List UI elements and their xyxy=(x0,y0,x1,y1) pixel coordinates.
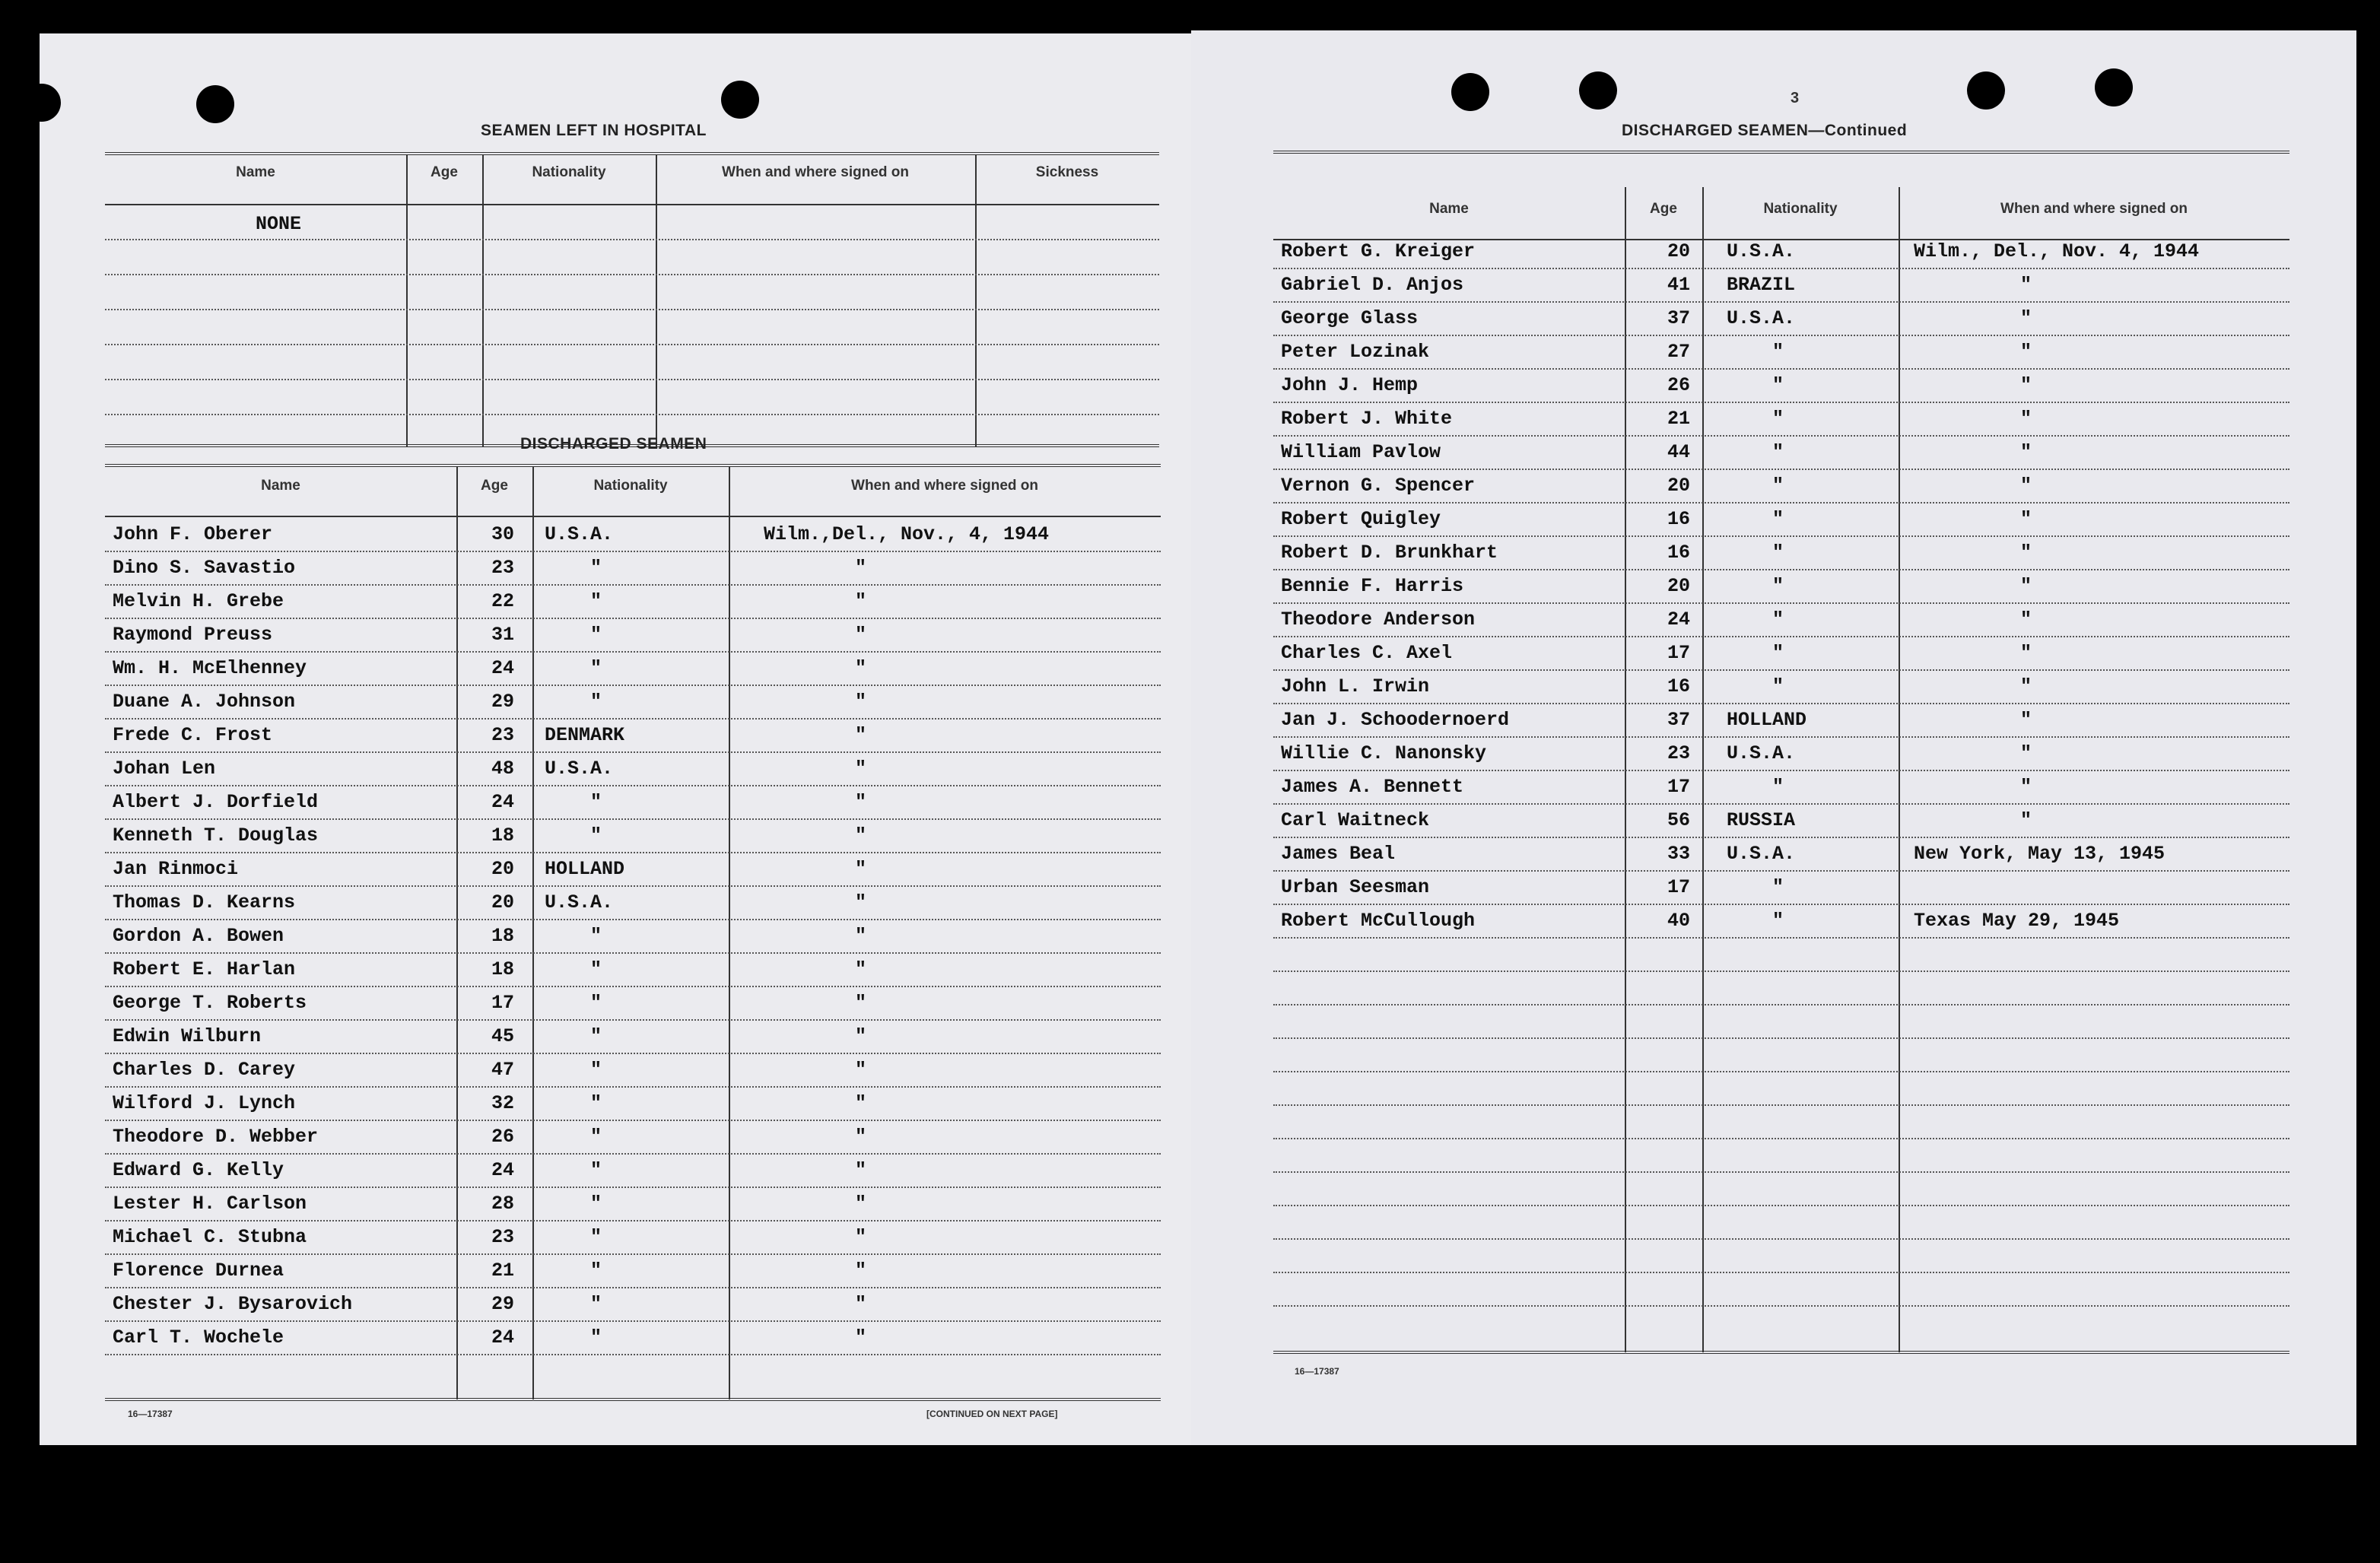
column-header-signed: When and where signed on xyxy=(2000,201,2188,217)
cell-name: Wm. H. McElhenney xyxy=(113,657,307,679)
cell-age: 17 xyxy=(1667,876,1691,898)
cell-name: Charles D. Carey xyxy=(113,1059,296,1081)
cell-name: Jan Rinmoci xyxy=(113,858,239,880)
row-rule xyxy=(105,651,1161,653)
row-rule xyxy=(105,1153,1161,1155)
cell-signed: " xyxy=(855,1025,867,1047)
row-rule xyxy=(105,618,1161,619)
column-header-nationality: Nationality xyxy=(532,164,606,180)
cell-age: 45 xyxy=(491,1025,515,1047)
punch-hole xyxy=(1967,71,2005,110)
cell-nationality: " xyxy=(590,1159,602,1181)
cell-name: Carl Waitneck xyxy=(1281,809,1430,831)
cell-nationality: " xyxy=(590,1059,602,1081)
row-rule xyxy=(105,1287,1161,1288)
row-rule xyxy=(105,818,1161,820)
cell-age: 21 xyxy=(491,1260,515,1282)
row-rule xyxy=(105,785,1161,786)
row-rule xyxy=(1273,703,2289,704)
cell-age: 16 xyxy=(1667,675,1691,697)
cell-age: 23 xyxy=(491,1226,515,1248)
row-rule xyxy=(105,1086,1161,1088)
row-rule xyxy=(1273,602,2289,604)
column-header-name: Name xyxy=(236,164,275,180)
row-rule xyxy=(105,239,1159,240)
column-rule xyxy=(532,467,534,1399)
cell-nationality: " xyxy=(1772,910,1784,932)
row-rule xyxy=(1273,268,2289,269)
cell-name: Robert Quigley xyxy=(1281,508,1441,530)
cell-signed: " xyxy=(855,858,867,880)
cell-signed: " xyxy=(2020,508,2032,530)
column-header-age: Age xyxy=(481,478,508,494)
cell-name: Willie C. Nanonsky xyxy=(1281,742,1487,764)
cell-age: 20 xyxy=(1667,575,1691,597)
cell-signed: " xyxy=(855,1159,867,1181)
cell-signed: " xyxy=(2020,441,2032,463)
cell-age: 41 xyxy=(1667,274,1691,296)
cell-nationality: RUSSIA xyxy=(1727,809,1796,831)
row-rule xyxy=(105,685,1161,686)
row-rule xyxy=(105,986,1161,987)
cell-nationality: " xyxy=(1772,776,1784,798)
cell-nationality: " xyxy=(590,1025,602,1047)
row-rule xyxy=(1273,971,2289,972)
row-rule xyxy=(1273,1272,2289,1273)
cell-nationality: " xyxy=(590,1226,602,1248)
cell-signed: " xyxy=(2020,608,2032,631)
cell-nationality: " xyxy=(590,1326,602,1349)
cell-name: John J. Hemp xyxy=(1281,374,1419,396)
cell-signed: " xyxy=(2020,809,2032,831)
cell-age: 24 xyxy=(491,1326,515,1349)
cell-name: Robert J. White xyxy=(1281,408,1453,430)
cell-age: 18 xyxy=(491,824,515,847)
row-rule xyxy=(105,1053,1161,1054)
cell-signed: " xyxy=(855,992,867,1014)
cell-name: Albert J. Dorfield xyxy=(113,791,319,813)
punch-hole xyxy=(1451,73,1489,111)
cell-signed: " xyxy=(855,590,867,612)
cell-nationality: " xyxy=(590,791,602,813)
cell-nationality: " xyxy=(1772,675,1784,697)
cell-name: Frede C. Frost xyxy=(113,724,273,746)
header-rule xyxy=(105,516,1161,517)
cell-name: Edward G. Kelly xyxy=(113,1159,284,1181)
header-rule xyxy=(105,204,1159,205)
cell-nationality: " xyxy=(590,557,602,579)
row-rule xyxy=(105,1320,1161,1322)
cell-nationality: " xyxy=(590,824,602,847)
cell-name: Robert McCullough xyxy=(1281,910,1476,932)
column-rule xyxy=(456,467,458,1399)
cell-age: 20 xyxy=(1667,475,1691,497)
cell-age: 26 xyxy=(1667,374,1691,396)
cell-age: 17 xyxy=(491,992,515,1014)
row-rule xyxy=(105,551,1161,552)
cell-signed: " xyxy=(855,1226,867,1248)
row-rule xyxy=(105,379,1159,380)
row-rule xyxy=(105,919,1161,920)
discharged-heading: DISCHARGED SEAMEN xyxy=(520,435,707,453)
cell-nationality: " xyxy=(1772,575,1784,597)
column-header-name: Name xyxy=(1429,201,1469,217)
cell-name: Melvin H. Grebe xyxy=(113,590,284,612)
column-header-age: Age xyxy=(431,164,458,180)
cell-signed: " xyxy=(2020,542,2032,564)
hospital-entry: NONE xyxy=(256,213,302,235)
row-rule xyxy=(1273,870,2289,872)
discharged-continued-heading: DISCHARGED SEAMEN—Continued xyxy=(1622,122,1908,139)
cell-signed: " xyxy=(855,1126,867,1148)
row-rule xyxy=(1273,569,2289,570)
cell-age: 37 xyxy=(1667,307,1691,329)
cell-age: 44 xyxy=(1667,441,1691,463)
row-rule xyxy=(1273,669,2289,671)
cell-name: Theodore D. Webber xyxy=(113,1126,319,1148)
cell-nationality: " xyxy=(590,1293,602,1315)
row-rule xyxy=(105,1120,1161,1121)
row-rule xyxy=(1273,535,2289,537)
row-rule xyxy=(105,952,1161,954)
row-rule xyxy=(1273,1138,2289,1139)
cell-age: 48 xyxy=(491,758,515,780)
punch-hole xyxy=(2095,68,2133,106)
cell-signed: New York, May 13, 1945 xyxy=(1914,843,2166,865)
cell-name: Florence Durnea xyxy=(113,1260,284,1282)
row-rule xyxy=(105,885,1161,887)
cell-age: 23 xyxy=(491,557,515,579)
form-number: 16—17387 xyxy=(1295,1366,1339,1377)
cell-name: James A. Bennett xyxy=(1281,776,1464,798)
cell-name: Robert D. Brunkhart xyxy=(1281,542,1498,564)
cell-age: 22 xyxy=(491,590,515,612)
cell-age: 26 xyxy=(491,1126,515,1148)
cell-age: 24 xyxy=(491,1159,515,1181)
cell-age: 16 xyxy=(1667,508,1691,530)
column-header-nationality: Nationality xyxy=(1763,201,1838,217)
cell-signed: " xyxy=(2020,374,2032,396)
cell-signed: " xyxy=(855,657,867,679)
table-bottom-rule xyxy=(105,1398,1161,1401)
row-rule xyxy=(1273,1171,2289,1173)
punch-hole xyxy=(40,84,61,122)
cell-signed: " xyxy=(2020,709,2032,731)
cell-age: 20 xyxy=(491,858,515,880)
cell-signed: " xyxy=(2020,575,2032,597)
cell-name: Carl T. Wochele xyxy=(113,1326,284,1349)
cell-name: George T. Roberts xyxy=(113,992,307,1014)
cell-signed: " xyxy=(855,624,867,646)
row-rule xyxy=(1273,736,2289,738)
column-rule xyxy=(729,467,730,1399)
cell-name: Edwin Wilburn xyxy=(113,1025,262,1047)
cell-nationality: " xyxy=(1772,608,1784,631)
cell-age: 29 xyxy=(491,691,515,713)
cell-signed: " xyxy=(855,1326,867,1349)
cell-nationality: " xyxy=(1772,508,1784,530)
cell-signed: " xyxy=(855,824,867,847)
cell-signed: " xyxy=(855,557,867,579)
row-rule xyxy=(105,751,1161,753)
cell-name: William Pavlow xyxy=(1281,441,1441,463)
cell-signed: " xyxy=(2020,776,2032,798)
cell-age: 18 xyxy=(491,958,515,980)
row-rule xyxy=(1273,1305,2289,1307)
cell-name: Duane A. Johnson xyxy=(113,691,296,713)
cell-age: 24 xyxy=(1667,608,1691,631)
cell-name: Lester H. Carlson xyxy=(113,1193,307,1215)
cell-nationality: " xyxy=(1772,441,1784,463)
row-rule xyxy=(1273,368,2289,370)
row-rule xyxy=(1273,770,2289,771)
column-rule xyxy=(656,155,657,447)
cell-name: John F. Oberer xyxy=(113,523,273,545)
cell-signed: " xyxy=(855,691,867,713)
cell-age: 31 xyxy=(491,624,515,646)
row-rule xyxy=(105,1220,1161,1221)
discharged-table-right xyxy=(1273,151,2289,1355)
cell-age: 27 xyxy=(1667,341,1691,363)
cell-age: 17 xyxy=(1667,776,1691,798)
cell-signed: " xyxy=(2020,274,2032,296)
cell-nationality: U.S.A. xyxy=(545,523,614,545)
cell-nationality: " xyxy=(1772,642,1784,664)
cell-nationality: U.S.A. xyxy=(1727,843,1796,865)
cell-nationality: " xyxy=(590,925,602,947)
cell-name: John L. Irwin xyxy=(1281,675,1430,697)
cell-name: Robert G. Kreiger xyxy=(1281,240,1476,262)
continued-note: [CONTINUED ON NEXT PAGE] xyxy=(926,1409,1058,1419)
cell-name: Robert E. Harlan xyxy=(113,958,296,980)
cell-signed: Wilm., Del., Nov. 4, 1944 xyxy=(1914,240,2200,262)
row-rule xyxy=(1273,904,2289,905)
cell-nationality: " xyxy=(590,958,602,980)
row-rule xyxy=(1273,435,2289,437)
cell-age: 30 xyxy=(491,523,515,545)
cell-age: 24 xyxy=(491,657,515,679)
row-rule xyxy=(1273,937,2289,939)
cell-name: Dino S. Savastio xyxy=(113,557,296,579)
cell-nationality: " xyxy=(590,1092,602,1114)
right-page xyxy=(1191,30,2356,1445)
cell-nationality: " xyxy=(590,992,602,1014)
cell-age: 32 xyxy=(491,1092,515,1114)
cell-age: 23 xyxy=(491,724,515,746)
discharged-table-left xyxy=(105,464,1161,1399)
row-rule xyxy=(1273,402,2289,403)
cell-signed: " xyxy=(855,1059,867,1081)
cell-signed: " xyxy=(2020,675,2032,697)
cell-nationality: " xyxy=(590,1193,602,1215)
cell-signed: " xyxy=(2020,307,2032,329)
cell-age: 40 xyxy=(1667,910,1691,932)
cell-nationality: " xyxy=(590,691,602,713)
cell-signed: " xyxy=(855,1092,867,1114)
row-rule xyxy=(1273,1238,2289,1240)
cell-nationality: HOLLAND xyxy=(545,858,625,880)
cell-name: Wilford J. Lynch xyxy=(113,1092,296,1114)
cell-nationality: U.S.A. xyxy=(1727,240,1796,262)
column-header-signed: When and where signed on xyxy=(722,164,909,180)
cell-name: Gabriel D. Anjos xyxy=(1281,274,1464,296)
row-rule xyxy=(1273,1071,2289,1072)
column-header-age: Age xyxy=(1650,201,1677,217)
cell-signed: " xyxy=(2020,341,2032,363)
cell-signed: " xyxy=(2020,642,2032,664)
row-rule xyxy=(105,274,1159,275)
cell-name: Vernon G. Spencer xyxy=(1281,475,1476,497)
row-rule xyxy=(1273,837,2289,838)
cell-name: Urban Seesman xyxy=(1281,876,1430,898)
row-rule xyxy=(1273,1004,2289,1005)
cell-nationality: " xyxy=(1772,542,1784,564)
punch-hole xyxy=(721,81,759,119)
cell-nationality: BRAZIL xyxy=(1727,274,1796,296)
cell-nationality: " xyxy=(590,624,602,646)
cell-nationality: " xyxy=(1772,876,1784,898)
cell-nationality: " xyxy=(1772,374,1784,396)
column-header-signed: When and where signed on xyxy=(851,478,1038,494)
cell-name: Theodore Anderson xyxy=(1281,608,1476,631)
cell-age: 47 xyxy=(491,1059,515,1081)
cell-nationality: " xyxy=(590,657,602,679)
cell-nationality: HOLLAND xyxy=(1727,709,1807,731)
form-number: 16—17387 xyxy=(128,1409,173,1419)
cell-age: 21 xyxy=(1667,408,1691,430)
row-rule xyxy=(1273,1037,2289,1039)
cell-signed: " xyxy=(855,958,867,980)
row-rule xyxy=(105,309,1159,310)
row-rule xyxy=(105,852,1161,853)
cell-signed: " xyxy=(855,891,867,913)
column-header-name: Name xyxy=(261,478,300,494)
hospital-heading: SEAMEN LEFT IN HOSPITAL xyxy=(481,122,707,139)
cell-nationality: " xyxy=(590,1260,602,1282)
cell-age: 18 xyxy=(491,925,515,947)
cell-nationality: " xyxy=(590,590,602,612)
cell-signed: Wilm.,Del., Nov., 4, 1944 xyxy=(764,523,1050,545)
cell-nationality: U.S.A. xyxy=(545,891,614,913)
row-rule xyxy=(105,584,1161,586)
row-rule xyxy=(105,1187,1161,1188)
cell-nationality: " xyxy=(590,1126,602,1148)
cell-name: Johan Len xyxy=(113,758,216,780)
cell-signed: " xyxy=(2020,408,2032,430)
row-rule xyxy=(1273,1205,2289,1206)
cell-nationality: U.S.A. xyxy=(1727,742,1796,764)
row-rule xyxy=(1273,335,2289,336)
row-rule xyxy=(105,344,1159,345)
hospital-table xyxy=(105,152,1159,447)
cell-signed: " xyxy=(855,758,867,780)
cell-age: 37 xyxy=(1667,709,1691,731)
row-rule xyxy=(1273,469,2289,470)
cell-age: 24 xyxy=(491,791,515,813)
cell-nationality: " xyxy=(1772,341,1784,363)
row-rule xyxy=(1273,502,2289,504)
cell-nationality: " xyxy=(1772,408,1784,430)
column-rule xyxy=(406,155,408,447)
cell-age: 20 xyxy=(491,891,515,913)
cell-age: 56 xyxy=(1667,809,1691,831)
column-rule xyxy=(482,155,484,447)
cell-signed: " xyxy=(855,1293,867,1315)
cell-age: 17 xyxy=(1667,642,1691,664)
cell-nationality: " xyxy=(1772,475,1784,497)
left-page xyxy=(40,33,1191,1445)
cell-nationality: U.S.A. xyxy=(545,758,614,780)
cell-age: 20 xyxy=(1667,240,1691,262)
cell-signed: " xyxy=(855,1260,867,1282)
cell-signed: " xyxy=(2020,742,2032,764)
punch-hole xyxy=(1579,71,1617,110)
cell-nationality: DENMARK xyxy=(545,724,625,746)
cell-signed: " xyxy=(855,925,867,947)
cell-signed: " xyxy=(855,1193,867,1215)
column-header-sickness: Sickness xyxy=(1035,164,1099,180)
cell-signed: " xyxy=(855,724,867,746)
cell-age: 29 xyxy=(491,1293,515,1315)
row-rule xyxy=(105,414,1159,415)
cell-signed: " xyxy=(2020,475,2032,497)
cell-signed: " xyxy=(855,791,867,813)
cell-age: 16 xyxy=(1667,542,1691,564)
cell-name: Bennie F. Harris xyxy=(1281,575,1464,597)
cell-name: Jan J. Schoodernoerd xyxy=(1281,709,1510,731)
cell-name: Gordon A. Bowen xyxy=(113,925,284,947)
page-number: 3 xyxy=(1791,90,1800,106)
cell-name: Peter Lozinak xyxy=(1281,341,1430,363)
cell-age: 28 xyxy=(491,1193,515,1215)
row-rule xyxy=(1273,636,2289,637)
cell-age: 23 xyxy=(1667,742,1691,764)
cell-name: Michael C. Stubna xyxy=(113,1226,307,1248)
cell-name: Raymond Preuss xyxy=(113,624,273,646)
row-rule xyxy=(105,1354,1161,1355)
row-rule xyxy=(1273,301,2289,303)
cell-name: Charles C. Axel xyxy=(1281,642,1453,664)
cell-name: Thomas D. Kearns xyxy=(113,891,296,913)
cell-name: James Beal xyxy=(1281,843,1396,865)
punch-hole xyxy=(196,85,234,123)
row-rule xyxy=(105,1019,1161,1021)
column-rule xyxy=(975,155,977,447)
cell-signed: Texas May 29, 1945 xyxy=(1914,910,2120,932)
column-header-nationality: Nationality xyxy=(593,478,668,494)
row-rule xyxy=(105,1253,1161,1255)
row-rule xyxy=(1273,803,2289,805)
row-rule xyxy=(105,718,1161,720)
cell-nationality: U.S.A. xyxy=(1727,307,1796,329)
cell-name: Kenneth T. Douglas xyxy=(113,824,319,847)
table-bottom-rule xyxy=(1273,1351,2289,1354)
cell-name: George Glass xyxy=(1281,307,1419,329)
cell-name: Chester J. Bysarovich xyxy=(113,1293,353,1315)
row-rule xyxy=(1273,1104,2289,1106)
cell-age: 33 xyxy=(1667,843,1691,865)
